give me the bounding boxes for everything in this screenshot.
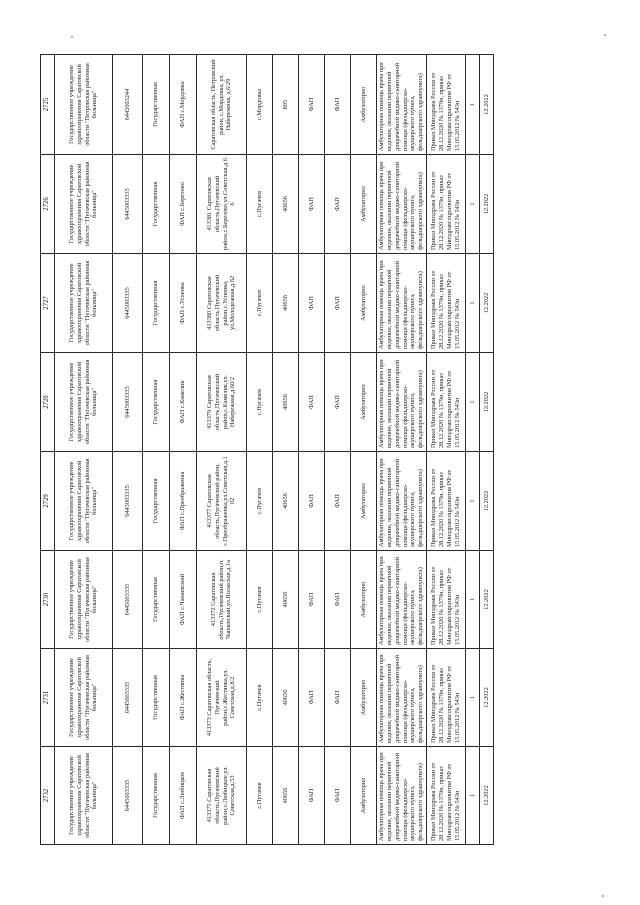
cell-count-2729: 1 (466, 452, 480, 551)
cell-order-2725: Приказ Минздрава России от 28.12.2020 № 1379н, приказ Минздравсоцразвития РФ от 15.05.2012 № 543н (427, 55, 466, 155)
cell-locality-2728: с.Пугачев (247, 353, 273, 452)
cell-count-2727: 1 (466, 254, 480, 353)
cell-activity-2728: Амбулаторная помощь врача при ведении, оказании первичной доврачебной медико-санитарной помощи (фельдшерско-акушерского пункта, фельдшерского здравпункта) (377, 353, 427, 452)
cell-id-2729: 2729 (41, 452, 55, 551)
cell-name-2730: ФАП с.Чапаевский (170, 551, 197, 649)
scan-speck (604, 34, 606, 36)
cell-ownership-2728: Государственная (143, 353, 170, 452)
cell-date-2730: 12.2022 (480, 551, 494, 649)
cell-inn-2732: 6445003335 (113, 747, 143, 845)
cell-activity-2729: Амбулаторная помощь врача при ведении, оказании первичной доврачебной медико-санитарной помощи (фельдшерско-акушерского пункта, фельдшерского здравпункта) (377, 452, 427, 551)
cell-activity-2732: Амбулаторная помощь врача при ведении, оказании первичной доврачебной медико-санитарной помощи (фельдшерско-акушерского пункта, фельдшерского здравпункта) (377, 747, 427, 845)
cell-type1-2727: ФАП (299, 254, 325, 353)
cell-inn-2728: 6445003335 (113, 353, 143, 452)
cell-name-2725: ФАП с.Мордовка (170, 55, 197, 155)
cell-order-2729: Приказ Минздрава России от 28.12.2020 № 1379н, приказ Минздравсоцразвития РФ от 15.05.2012 № 543н (427, 452, 466, 551)
cell-ownership-2729: Государственная (143, 452, 170, 551)
cell-address-2730: 413372 Саратовская область,Пугачевский район,п. Чапаевский,ул.Волжская,д.1а (197, 551, 247, 649)
cell-id-2727: 2727 (41, 254, 55, 353)
scan-speck (602, 895, 604, 897)
row-care-form (351, 55, 377, 845)
cell-order-2732: Приказ Минздрава России от 28.12.2020 № 1379н, приказ Минздравсоцразвития РФ от 15.05.2012 № 543н (427, 747, 466, 845)
cell-locality-2725: с.Мордовка (247, 55, 273, 155)
cell-type2-2732: ФАП (325, 747, 351, 845)
cell-code-2730: 40656 (273, 551, 299, 649)
cell-locality-2730: с.Пугачев (247, 551, 273, 649)
cell-type2-2726: ФАП (325, 155, 351, 254)
cell-type2-2728: ФАП (325, 353, 351, 452)
cell-name-2729: ФАП с.Преображенка (170, 452, 197, 551)
cell-org-2731: Государственное учреждение здравоохранения Саратовской области "Пугачевская районная больница" (55, 649, 113, 747)
cell-org-2730: Государственное учреждение здравоохранения Саратовской области "Пугачевская районная больница" (55, 551, 113, 649)
cell-date-2725: 12.2022 (480, 55, 494, 155)
cell-activity-2731: Амбулаторная помощь врача при ведении, оказании первичной доврачебной медико-санитарной помощи (фельдшерско-акушерского пункта, фельдшерского здравпункта) (377, 649, 427, 747)
row-code (273, 55, 299, 845)
cell-locality-2729: с.Пугачев (247, 452, 273, 551)
row-type-2 (325, 55, 351, 845)
row-date (480, 55, 494, 845)
scan-speck (71, 36, 73, 38)
cell-date-2731: 12.2022 (480, 649, 494, 747)
cell-code-2728: 40656 (273, 353, 299, 452)
cell-care-2728: Амбулаторно (351, 353, 377, 452)
cell-code-2731: 40656 (273, 649, 299, 747)
cell-type2-2727: ФАП (325, 254, 351, 353)
cell-locality-2726: с.Пугачев (247, 155, 273, 254)
cell-code-2726: 40656 (273, 155, 299, 254)
cell-type1-2730: ФАП (299, 551, 325, 649)
cell-order-2730: Приказ Минздрава России от 28.12.2020 № 1379н, приказ Минздравсоцразвития РФ от 15.05.2012 № 543н (427, 551, 466, 649)
row-type-1 (299, 55, 325, 845)
cell-care-2726: Амбулаторно (351, 155, 377, 254)
cell-ownership-2725: Государственная (143, 55, 170, 155)
cell-code-2732: 40656 (273, 747, 299, 845)
cell-org-2729: Государственное учреждение здравоохранения Саратовской области "Пугачевская районная больница" (55, 452, 113, 551)
row-order (427, 55, 466, 845)
cell-org-2727: Государственное учреждение здравоохранения Саратовской области "Пугачевская районная больница" (55, 254, 113, 353)
cell-care-2730: Амбулаторно (351, 551, 377, 649)
cell-date-2732: 12.2022 (480, 747, 494, 845)
cell-care-2729: Амбулаторно (351, 452, 377, 551)
cell-type2-2729: ФАП (325, 452, 351, 551)
cell-ownership-2730: Государственная (143, 551, 170, 649)
cell-address-2727: 413380 Саратовская область,Пугачевский район,с.Успенка, ул.Молодежная,д.62 (197, 254, 247, 353)
cell-org-2728: Государственное учреждение здравоохранения Саратовской области "Пугачевская районная больница" (55, 353, 113, 452)
cell-ownership-2726: Государственная (143, 155, 170, 254)
cell-count-2728: 1 (466, 353, 480, 452)
cell-address-2725: Саратовская область, Петровский район, с.Мордовка, ул. Набережная, д.6/29 (197, 55, 247, 155)
cell-ownership-2731: Государственная (143, 649, 170, 747)
cell-address-2729: 413377 Саратовская область,Пугачевский район, с.Преображенка,ул.Советская,д.102 (197, 452, 247, 551)
row-organization (55, 55, 113, 845)
cell-code-2727: 40656 (273, 254, 299, 353)
cell-address-2728: 413379 Саратовская область,Пугачевский район,с.Камелик,ул. Набережная,д.60/2 (197, 353, 247, 452)
row-count (466, 55, 480, 845)
row-locality (247, 55, 273, 845)
cell-order-2727: Приказ Минздрава России от 28.12.2020 № 1379н, приказ Минздравсоцразвития РФ от 15.05.2012 № 543н (427, 254, 466, 353)
cell-date-2726: 12.2022 (480, 155, 494, 254)
cell-care-2725: Амбулаторно (351, 55, 377, 155)
cell-ownership-2732: Государственная (143, 747, 170, 845)
cell-inn-2729: 6445003335 (113, 452, 143, 551)
cell-order-2728: Приказ Минздрава России от 28.12.2020 № 1379н, приказ Минздравсоцразвития РФ от 15.05.2012 № 543н (427, 353, 466, 452)
cell-code-2725: 895 (273, 55, 299, 155)
cell-type1-2725: ФАП (299, 55, 325, 155)
row-address (197, 55, 247, 845)
cell-type2-2731: ФАП (325, 649, 351, 747)
cell-type2-2725: ФАП (325, 55, 351, 155)
row-inn (113, 55, 143, 845)
cell-inn-2731: 6445003335 (113, 649, 143, 747)
cell-name-2726: ФАП с.Березово (170, 155, 197, 254)
cell-id-2732: 2732 (41, 747, 55, 845)
cell-locality-2731: с.Пугачев (247, 649, 273, 747)
cell-count-2725: 1 (466, 55, 480, 155)
cell-inn-2726: 6445003335 (113, 155, 143, 254)
cell-date-2727: 12.2022 (480, 254, 494, 353)
cell-date-2729: 12.2022 (480, 452, 494, 551)
cell-org-2732: Государственное учреждение здравоохранения Саратовской области "Пугачевская районная больница" (55, 747, 113, 845)
cell-inn-2725: 6442003244 (113, 55, 143, 155)
cell-type1-2729: ФАП (299, 452, 325, 551)
cell-address-2731: 413373 Саратовская область, Пугачевский район,с.Жестянка,ул. Советская,д.8/2 (197, 649, 247, 747)
row-activity (377, 55, 427, 845)
cell-count-2731: 1 (466, 649, 480, 747)
cell-type2-2730: ФАП (325, 551, 351, 649)
cell-org-2726: Государственное учреждение здравоохранения Саратовской области "Пугачевская районная больница" (55, 155, 113, 254)
cell-locality-2732: с.Пугачев (247, 747, 273, 845)
cell-inn-2730: 6445003335 (113, 551, 143, 649)
cell-inn-2727: 6445003335 (113, 254, 143, 353)
cell-org-2725: Государственное учреждение здравоохранения Саратовской области "Петровская районная больница" (55, 55, 113, 155)
cell-id-2728: 2728 (41, 353, 55, 452)
cell-count-2726: 1 (466, 155, 480, 254)
cell-type1-2728: ФАП (299, 353, 325, 452)
cell-ownership-2727: Государственная (143, 254, 170, 353)
cell-name-2732: ФАП с.Любицкое (170, 747, 197, 845)
row-facility-name (170, 55, 197, 845)
cell-type1-2731: ФАП (299, 649, 325, 747)
cell-care-2732: Амбулаторно (351, 747, 377, 845)
cell-date-2728: 12.2022 (480, 353, 494, 452)
row-ownership (143, 55, 170, 845)
cell-id-2726: 2726 (41, 155, 55, 254)
cell-order-2726: Приказ Минздрава России от 28.12.2020 № 1379н, приказ Минздравсоцразвития РФ от 15.05.2012 № 543н (427, 155, 466, 254)
cell-id-2731: 2731 (41, 649, 55, 747)
cell-type1-2726: ФАП (299, 155, 325, 254)
cell-activity-2730: Амбулаторная помощь врача при ведении, оказании первичной доврачебной медико-санитарной помощи (фельдшерско-акушерского пункта, фельдшерского здравпункта) (377, 551, 427, 649)
cell-count-2732: 1 (466, 747, 480, 845)
cell-order-2731: Приказ Минздрава России от 28.12.2020 № 1379н, приказ Минздравсоцразвития РФ от 15.05.2012 № 543н (427, 649, 466, 747)
cell-activity-2727: Амбулаторная помощь врача при ведении, оказании первичной доврачебной медико-санитарной помощи (фельдшерско-акушерского пункта, фельдшерского здравпункта) (377, 254, 427, 353)
cell-care-2727: Амбулаторно (351, 254, 377, 353)
cell-activity-2726: Амбулаторная помощь врача при ведении, оказании первичной доврачебной медико-санитарной помощи (фельдшерско-акушерского пункта, фельдшерского здравпункта) (377, 155, 427, 254)
rotated-table-sheet (40, 55, 490, 845)
cell-care-2731: Амбулаторно (351, 649, 377, 747)
cell-name-2731: ФАП с.Жестянка (170, 649, 197, 747)
facility-register-table (40, 54, 494, 845)
cell-locality-2727: с.Пугачев (247, 254, 273, 353)
cell-address-2732: 413375 Саратовская область,Пугачевский район,с.Любицкое,ул. Советская,д.53 (197, 747, 247, 845)
cell-type1-2732: ФАП (299, 747, 325, 845)
row-record-id (41, 55, 55, 845)
cell-code-2729: 40656 (273, 452, 299, 551)
cell-id-2725: 2725 (41, 55, 55, 155)
cell-activity-2725: Амбулаторная помощь врача при ведении, оказании первичной доврачебной медико-санитарной помощи (фельдшерско-акушерского пункта, фельдшерского здравпункта) (377, 55, 427, 155)
cell-count-2730: 1 (466, 551, 480, 649)
cell-name-2727: ФАП с.Успенка (170, 254, 197, 353)
cell-id-2730: 2730 (41, 551, 55, 649)
cell-name-2728: ФАП с.Камелик (170, 353, 197, 452)
cell-address-2726: 413381 Саратовская область,Пугачевский район,с.Березово,ул.Советская,д.66 (197, 155, 247, 254)
